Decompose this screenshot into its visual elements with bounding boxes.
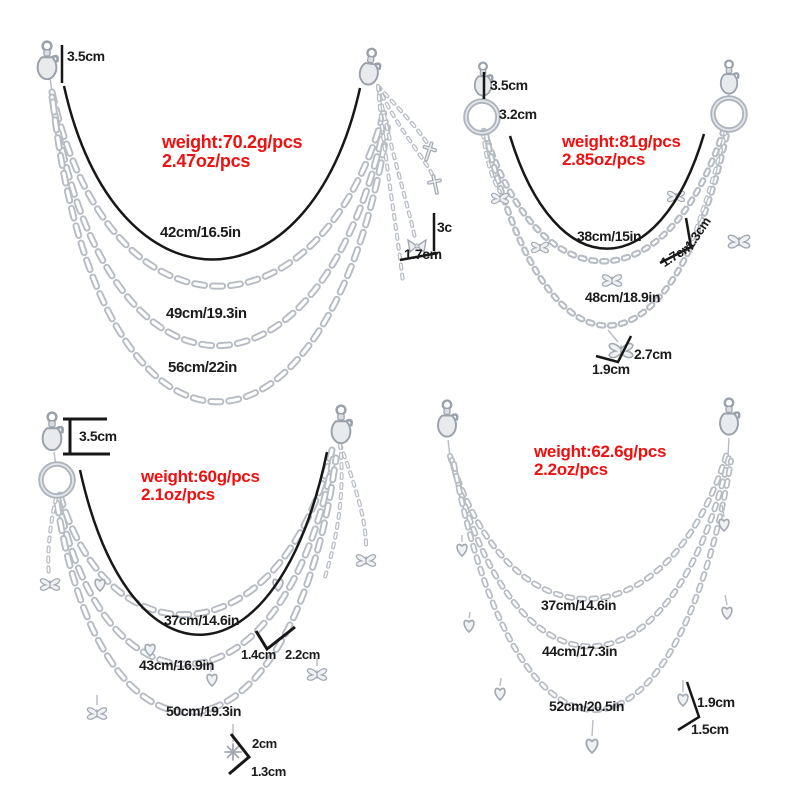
heart-charm [586,740,597,753]
butterfly-charm [531,242,548,252]
butterfly-charm [40,579,59,590]
lobster-clasp [720,399,739,435]
o-ring [713,98,745,130]
heart-charm [457,544,467,556]
chain-length-label: 50cm/19.3in [166,703,241,719]
clasp-size-label: 3.5cm [490,77,528,93]
heart-charm [464,620,474,632]
heart-charm [495,688,505,700]
weight-label [141,468,260,505]
lobster-clasp [332,406,352,444]
lobster-clasp [358,48,382,86]
charm-size-label: 2.7cm [634,346,672,362]
product-top-left-photo [38,42,443,402]
weight-ounces: 2.2oz/pcs [534,460,608,480]
lobster-clasp [721,61,739,94]
chain-length-label: 43cm/16.9in [139,657,214,673]
lobster-clasp [38,42,58,80]
weight-ounces: 2.1oz/pcs [141,485,215,505]
link-size-label: 1.3cm [681,214,714,252]
clasp-size-label: 3.5cm [79,428,117,444]
charm-size-label: 1.9cm [697,694,735,710]
weight-grams: weight:62.6g/pcs [534,442,667,461]
charm-size-label: 1.7cm [404,246,442,262]
link-size-label: 1.4cm [241,647,276,662]
charm-size-label: 3c [437,219,452,235]
charm-size-label: 2cm [252,736,277,751]
chain-length-label: 49cm/19.3in [166,305,247,322]
lobster-clasp [43,413,63,451]
chain-length-label: 52cm/20.5in [549,698,624,714]
weight-grams: weight:70.2g/pcs [162,132,303,152]
o-ring [41,464,73,496]
weight-ounces: 2.85oz/pcs [562,150,645,170]
weight-label [162,133,302,172]
link-size-label: 2.2cm [285,647,320,662]
ring-size-label: 3.2cm [499,106,537,122]
chain-length-label: 48cm/18.9in [585,289,660,305]
chain-length-label: 37cm/14.6in [541,597,616,613]
heart-charm [722,607,732,619]
heart-charm [207,674,217,686]
charm-size-label: 1.9cm [592,361,630,377]
chain-length-label: 44cm/17.3in [542,643,617,659]
weight-grams: weight:81g/pcs [562,132,681,151]
butterfly-charm [491,193,508,203]
lobster-clasp [438,401,457,437]
chain-length-label: 56cm/22in [168,359,237,376]
butterfly-charm [356,555,375,566]
clasp-size-label: 3.5cm [67,48,105,64]
link-size-label: 1.7cm [658,238,696,270]
chain-length-label: 42cm/16.5in [160,224,241,241]
weight-label [562,133,681,170]
heart-charm [95,579,105,591]
charm-size-label: 1.5cm [691,721,729,737]
weight-label [534,443,666,480]
butterfly-charm [602,275,621,286]
heart-charm [719,519,729,531]
chain-length-label: 37cm/14.6in [164,612,239,628]
weight-ounces: 2.47oz/pcs [162,151,251,172]
star-charm [225,744,241,760]
butterfly-charm [87,708,106,719]
butterfly-charm [307,669,326,680]
o-ring [466,101,498,133]
chain-length-label: 38cm/15in [577,228,642,244]
heart-charm [678,694,688,706]
weight-grams: weight:60g/pcs [141,467,260,486]
charm-size-label: 1.3cm [251,764,286,779]
cross-charm [428,175,442,194]
butterfly-charm [728,235,749,248]
